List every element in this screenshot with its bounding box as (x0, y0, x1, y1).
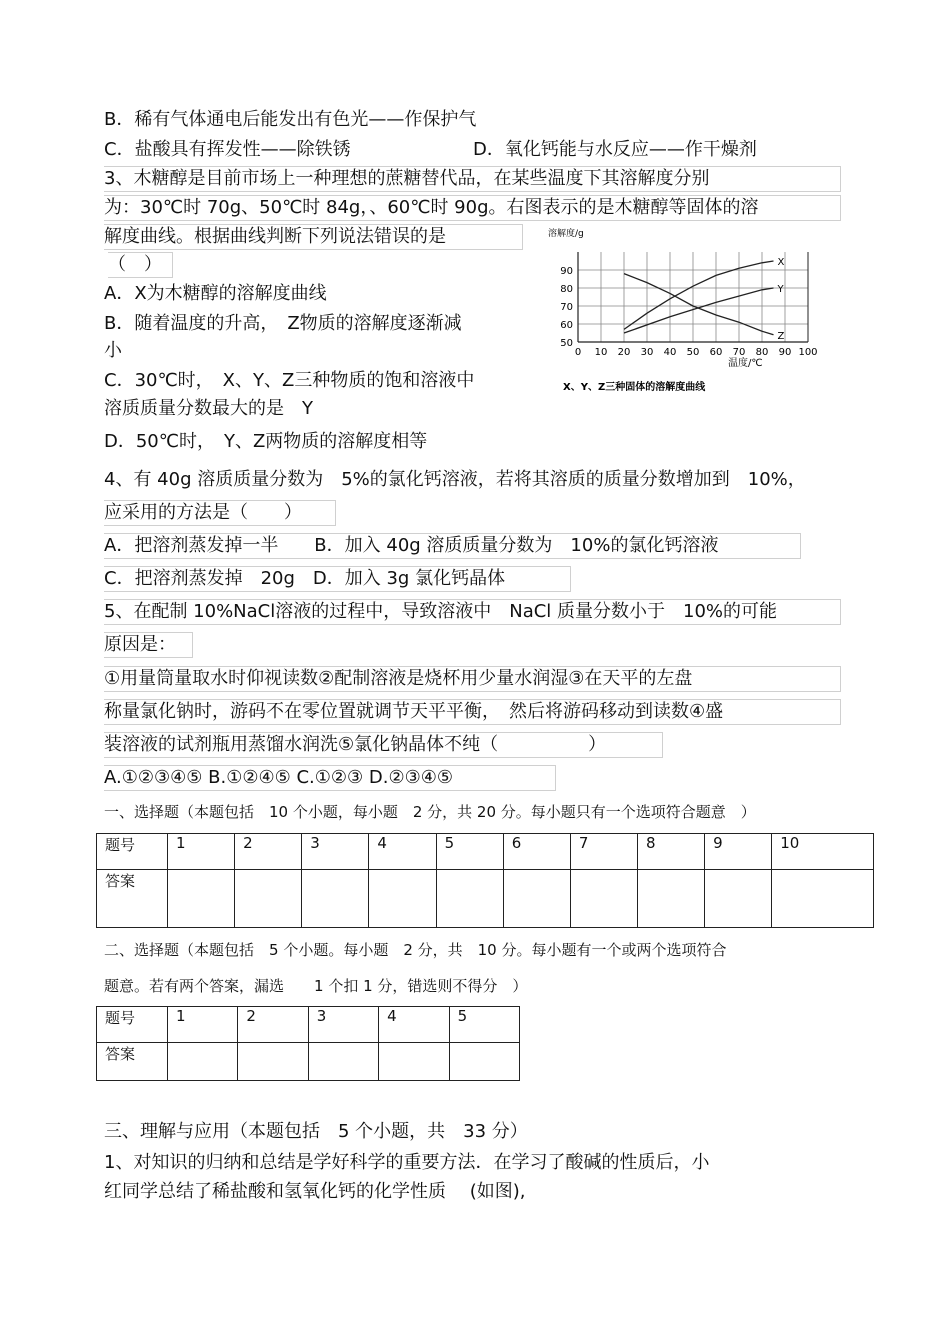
chart-ylabel: 溶解度/g (548, 229, 584, 239)
section1-answer-cell[interactable] (503, 870, 570, 928)
chart-title: X、Y、Z三种固体的溶解度曲线 (563, 382, 706, 393)
section1-answer-cell[interactable] (772, 870, 874, 928)
chart-x-tick-label: 10 (594, 347, 608, 358)
section3-paragraph-line2: 红同学总结了稀盐酸和氢氧化钙的化学性质 (如图), (104, 1181, 526, 1202)
q3-option-c-line1: C．30℃时， X、Y、Z三种物质的饱和溶液中 (104, 370, 475, 391)
section1-answer-cell[interactable] (436, 870, 503, 928)
section3-title: 三、理解与应用（本题包括 5 个小题，共 33 分） (104, 1121, 528, 1142)
section2-answer-row (97, 1043, 520, 1081)
q4-stem-line2: 应采用的方法是（ ） (104, 500, 336, 526)
section1-answer-cell[interactable] (235, 870, 302, 928)
q5-options: A.①②③④⑤ B.①②④⑤ C.①②③ D.②③④⑤ (104, 765, 556, 791)
section2-title-line1: 二、选择题（本题包括 5 个小题。每小题 2 分，共 10 分。每小题有一个或两个选项符合 (104, 941, 727, 959)
section2-number-cell: 2 (238, 1007, 308, 1043)
section1-answer-cell[interactable] (570, 870, 637, 928)
section2-number-cell: 3 (308, 1007, 378, 1043)
section2-answer-label: 答案 (97, 1043, 168, 1081)
chart-y-tick-label: 70 (560, 302, 573, 313)
section1-number-row (97, 834, 874, 870)
section2-answer-cell[interactable] (238, 1043, 308, 1081)
section2-number-cell: 1 (168, 1007, 238, 1043)
q2-option-b: B．稀有气体通电后能发出有色光——作保护气 (104, 109, 477, 130)
section1-number-cell: 3 (302, 834, 369, 870)
chart-x-tick-label: 0 (574, 347, 582, 358)
section2-number-cell: 4 (379, 1007, 449, 1043)
chart-xlabel: 温度/℃ (728, 358, 763, 369)
chart-x-tick-label: 70 (732, 347, 746, 358)
q3-stem-line3: 解度曲线。根据曲线判断下列说法错误的是 (104, 224, 523, 250)
q2-option-c: C．盐酸具有挥发性——除铁锈 (104, 139, 351, 160)
q3-option-b-line1: B．随着温度的升高， Z物质的溶解度逐渐减 (104, 313, 462, 334)
q5-stem-line1: 5、在配制 10%NaCl溶液的过程中，导致溶液中 NaCl 质量分数小于 10%的可能 (104, 599, 841, 625)
q3-option-c-line2: 溶质质量分数最大的是 Y (104, 398, 313, 419)
q3-option-b-line2: 小 (104, 340, 122, 361)
section2-number-row (97, 1007, 520, 1043)
section1-number-cell: 10 (772, 834, 874, 870)
chart-x-tick-label: 20 (617, 347, 631, 358)
section2-number-cell: 5 (449, 1007, 519, 1043)
q5-statement-line2: 称量氯化钠时，游码不在零位置就调节天平平衡， 然后将游码移动到读数④盛 (104, 699, 841, 725)
section1-answer-cell[interactable] (168, 870, 235, 928)
section1-answer-cell[interactable] (705, 870, 772, 928)
chart-x-tick-label: 50 (686, 347, 700, 358)
section2-row-header: 题号 (97, 1007, 168, 1043)
section1-number-cell: 1 (168, 834, 235, 870)
section3-paragraph-line1: 1、对知识的归纳和总结是学好科学的重要方法．在学习了酸碱的性质后，小 (104, 1152, 710, 1173)
q3-answer-paren: （ ） (108, 252, 173, 278)
q2-option-d: D．氧化钙能与水反应——作干燥剂 (473, 139, 757, 160)
section1-title: 一、选择题（本题包括 10 个小题，每小题 2 分，共 20 分。每小题只有一个选项符合题意 ） (104, 803, 756, 821)
section2-answer-cell[interactable] (449, 1043, 519, 1081)
q5-statement-line3: 装溶液的试剂瓶用蒸馏水润洗⑤氯化钠晶体不纯（ ） (104, 732, 663, 758)
chart-labels (560, 257, 817, 358)
q5-stem-line2: 原因是： (104, 632, 193, 658)
section1-answer-table (96, 833, 874, 928)
section1-number-cell: 5 (436, 834, 503, 870)
q5-statement-line1: ①用量筒量取水时仰视读数②配制溶液是烧杯用少量水润湿③在天平的左盘 (104, 666, 841, 692)
q3-option-d: D．50℃时， Y、Z两物质的溶解度相等 (104, 431, 428, 452)
section1-answer-cell[interactable] (637, 870, 704, 928)
chart-x-tick-label: 40 (663, 347, 677, 358)
chart-y-tick-label: 90 (560, 266, 573, 277)
chart-y-tick-label: 80 (560, 284, 573, 295)
section2-answer-cell[interactable] (308, 1043, 378, 1081)
section1-answer-cell[interactable] (302, 870, 369, 928)
section1-answer-row (97, 870, 874, 928)
section1-number-cell: 9 (705, 834, 772, 870)
section1-answer-label: 答案 (97, 870, 168, 928)
q3-option-a: A．X为木糖醇的溶解度曲线 (104, 283, 327, 304)
chart-x-tick-label: 30 (640, 347, 654, 358)
q3-stem-line2: 为：30℃时 70g、50℃时 84g，、60℃时 90g。右图表示的是木糖醇等固体的溶 (104, 195, 841, 221)
chart-y-tick-label: 50 (560, 338, 573, 349)
section1-number-cell: 8 (637, 834, 704, 870)
chart-x-tick-label: 100 (798, 347, 818, 358)
section1-row-header: 题号 (97, 834, 168, 870)
section2-answer-cell[interactable] (168, 1043, 238, 1081)
chart-series-line-x (624, 261, 774, 329)
section1-number-cell: 2 (235, 834, 302, 870)
chart-x-tick-label: 60 (709, 347, 723, 358)
chart-series-label-z: Z (777, 330, 785, 342)
section2-answer-cell[interactable] (379, 1043, 449, 1081)
q4-options-ab: A．把溶剂蒸发掉一半 B．加入 40g 溶质质量分数为 10%的氯化钙溶液 (104, 533, 801, 559)
solubility-chart (528, 228, 828, 398)
chart-grid (578, 252, 808, 342)
chart-x-tick-label: 80 (755, 347, 769, 358)
chart-series-label-y: Y (777, 284, 784, 295)
chart-series-label-x: X (777, 257, 785, 268)
section1-answer-cell[interactable] (369, 870, 436, 928)
q4-stem-line1: 4、有 40g 溶质质量分数为 5%的氯化钙溶液，若将其溶质的质量分数增加到 10%， (104, 469, 806, 490)
q4-options-cd: C．把溶剂蒸发掉 20g D．加入 3g 氯化钙晶体 (104, 566, 571, 592)
q3-stem-line1: 3、木糖醇是目前市场上一种理想的蔗糖替代品，在某些温度下其溶解度分别 (104, 166, 841, 192)
section2-title-line2: 题意。若有两个答案，漏选 1 个扣 1 分，错选则不得分 ） (104, 977, 528, 995)
section1-number-cell: 7 (570, 834, 637, 870)
chart-y-tick-label: 60 (560, 320, 573, 331)
section2-answer-table (96, 1006, 520, 1081)
section1-number-cell: 6 (503, 834, 570, 870)
chart-x-tick-label: 90 (778, 347, 792, 358)
section1-number-cell: 4 (369, 834, 436, 870)
